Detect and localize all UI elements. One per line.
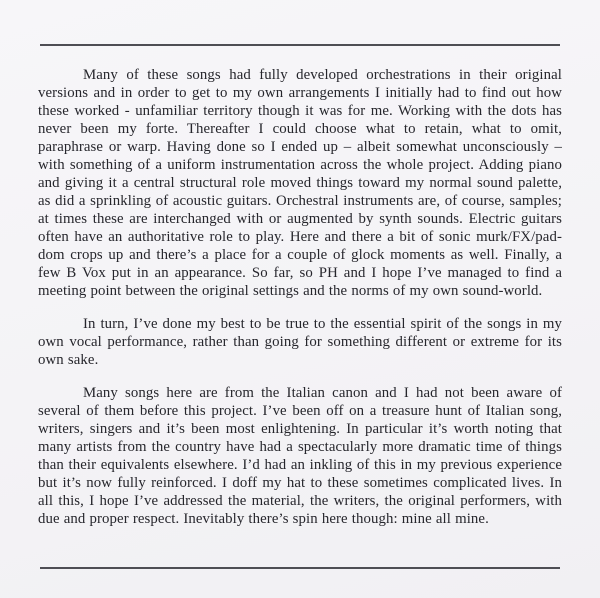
paragraph-italian-canon: Many songs here are from the Italian canon and I had not been aware of several of them before this project. I’ve been off on a treasure hunt of Italian song, writers, singers and it’s been most enlightening. In particular it’s worth noting that many artists from the country have had a spectacularly more dramatic time of things than their equivalents elsewhere. I’d had an inkling of this in my previous experience but it’s now fully reinforced. I doff my hat to these sometimes complicated lives. In all this, I hope I’ve addressed the material, the writers, the original performers, with due and proper respect. Inevitably there’s spin here though: mine all mine. <box>38 385 562 527</box>
paragraph-orchestrations: Many of these songs had fully developed orchestrations in their original versions and in order to get to my own arrangements I initially had to find out how these worked - unfamiliar territory though it was for me. Working with the dots has never been my forte. Thereafter I could choose what to retain, what to omit, paraphrase or warp. Having done so I ended up – albeit somewhat unconsciously – with something of a uniform instrumentation across the whole project. Adding piano and giving it a central structural role moved things toward my normal sound palette, as did a sprinkling of acoustic guitars. Orchestral instruments are, of course, samples; at times these are interchanged with or augmented by synth sounds. Electric guitars often have an authoritative role to play. Here and there a bit of sonic murk/FX/pad-dom crops up and there’s a place for a couple of glock moments as well. Finally, a few B Vox put in an appearance. So far, so PH and I hope I’ve managed to find a meeting point between the original settings and the norms of my own sound-world. <box>38 67 562 299</box>
paragraph-vocal-performance: In turn, I’ve done my best to be true to the essential spirit of the songs in my own vocal performance, rather than going for something different or extreme for its own sake. <box>38 316 562 368</box>
bottom-divider-rule <box>40 567 560 569</box>
liner-notes-text <box>38 66 562 565</box>
top-divider-rule <box>40 44 560 46</box>
